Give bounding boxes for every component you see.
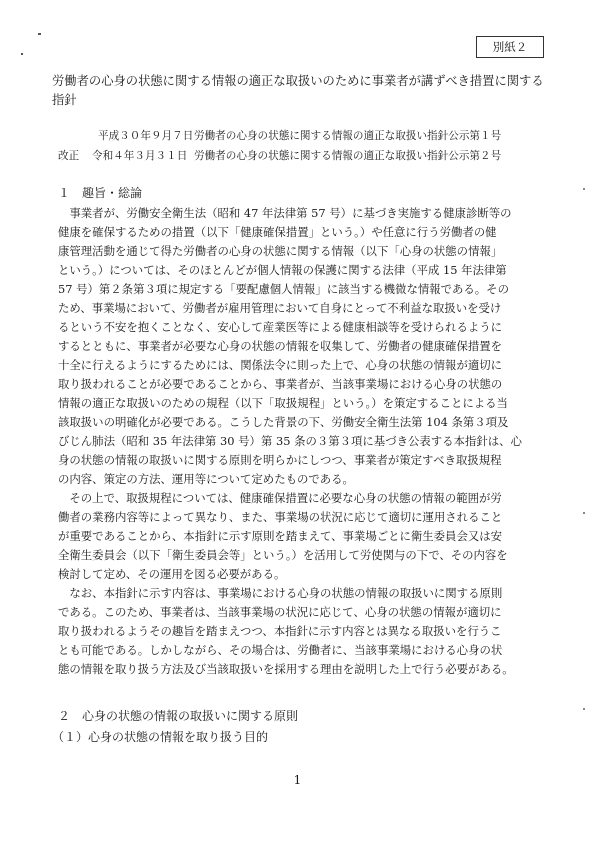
- notice-line-original: [58, 127, 558, 146]
- scan-speck: [583, 708, 585, 710]
- section-heading-1: １ 趣旨・総論: [58, 186, 143, 200]
- text-line: が重要であることから、本指針に示す原則を踏まえて、事業場ごとに衛生委員会又は安: [58, 529, 503, 543]
- text-line: るという不安を抱くことなく、安心して産業医等による健康相談等を受けられるように: [58, 320, 503, 334]
- text-line: 該取扱いの明確化が必要である。こうした背景の下、労働安全衛生法第 104 条第３項及: [58, 415, 509, 429]
- scan-speck: [583, 188, 585, 190]
- title-line: 指針: [52, 93, 77, 107]
- text-line: するとともに、事業者が必要な心身の状態の情報を収集して、労働者の健康確保措置を: [58, 339, 503, 353]
- text-line: という。）については、そのほとんどが個人情報の保護に関する法律（平成 15 年法律第: [58, 263, 507, 277]
- notice-label: 改正: [58, 150, 80, 162]
- text-line: 情報の適正な取扱いのための規程（以下「取扱規程」という。）を策定することによる当: [58, 396, 508, 410]
- scan-speck: [583, 512, 585, 514]
- text-line: 身の状態の情報の取扱いに関する原則を明らかにしつつ、事業者が策定すべき取扱規程: [58, 453, 502, 467]
- text-line: ため、事業場において、労働者が雇用管理において自身にとって不利益な取扱いを受け: [58, 301, 502, 315]
- text-line: 取り扱われるようその趣旨を踏まえつつ、本指針に示す内容とは異なる取扱いを行うこ: [58, 624, 502, 638]
- text-line: 57 号）第２条第３項に規定する「要配慮個人情報」に該当する機微な情報である。その: [58, 282, 509, 296]
- text-line: 康管理活動を通じて得た労働者の心身の状態に関する情報（以下「心身の状態の情報」: [58, 244, 503, 258]
- notice-line-revision: [58, 147, 558, 166]
- notice-date: 令和４年３月３１日: [92, 150, 188, 162]
- text-line: なお、本指針に示す内容は、事業場における心身の状態の情報の取扱いに関する原則: [58, 586, 503, 600]
- text-line: 全衛生委員会（以下「衛生委員会等」という。）を活用して労使関与の下で、その内容を: [58, 548, 508, 562]
- text-line: 働者の業務内容等によって異なり、また、事業場の状況に応じて適切に運用されること: [58, 510, 503, 524]
- attachment-stamp: 別紙２: [476, 36, 544, 58]
- subsection-heading: （１）心身の状態の情報を取り扱う目的: [52, 730, 269, 744]
- text-line: 取り扱われることが必要であることから、事業者が、当該事業場における心身の状態の: [58, 377, 503, 391]
- text-line: の内容、策定の方法、運用等について定めたものである。: [58, 472, 354, 486]
- notice-date: 平成３０年９月７日: [98, 130, 194, 142]
- notice-text: 労働者の心身の状態に関する情報の適正な取扱い指針公示第２号: [194, 150, 502, 162]
- text-line: 態の情報を取り扱う方法及び当該取扱いを採用する理由を説明した上で行う必要がある。: [58, 662, 514, 676]
- title-line: 労働者の心身の状態に関する情報の適正な取扱いのために事業者が講ずべき措置に関する: [52, 74, 544, 88]
- notice-text: 労働者の心身の状態に関する情報の適正な取扱い指針公示第１号: [194, 130, 502, 142]
- text-line: である。このため、事業者は、当該事業場の状況に応じて、心身の状態の情報が適切に: [58, 605, 502, 619]
- text-line: 事業者が、労働安全衛生法（昭和 47 年法律第 57 号）に基づき実施する健康診断等の: [58, 206, 512, 220]
- section-heading-2: ２ 心身の状態の情報の取扱いに関する原則: [58, 709, 299, 723]
- text-line: 十全に行えるようにするためには、関係法令に則った上で、心身の状態の情報が適切に: [58, 358, 503, 372]
- scan-speck: [38, 33, 41, 35]
- text-line: びじん肺法（昭和 35 年法律第 30 号）第 35 条の３第３項に基づき公表する本指針は、心: [58, 434, 522, 448]
- text-line: 検討して定め、その運用を図る必要がある。: [58, 567, 286, 581]
- text-line: とも可能である。しかしながら、その場合は、労働者に、当該事業場における心身の状: [58, 643, 503, 657]
- page-number: 1: [293, 773, 302, 787]
- text-line: その上で、取扱規程については、健康確保措置に必要な心身の状態の情報の範囲が労: [58, 491, 502, 505]
- scan-speck: [21, 53, 23, 55]
- text-line: 健康を確保するための措置（以下「健康確保措置」という。）や任意に行う労働者の健: [58, 225, 497, 239]
- document-title: [52, 72, 552, 110]
